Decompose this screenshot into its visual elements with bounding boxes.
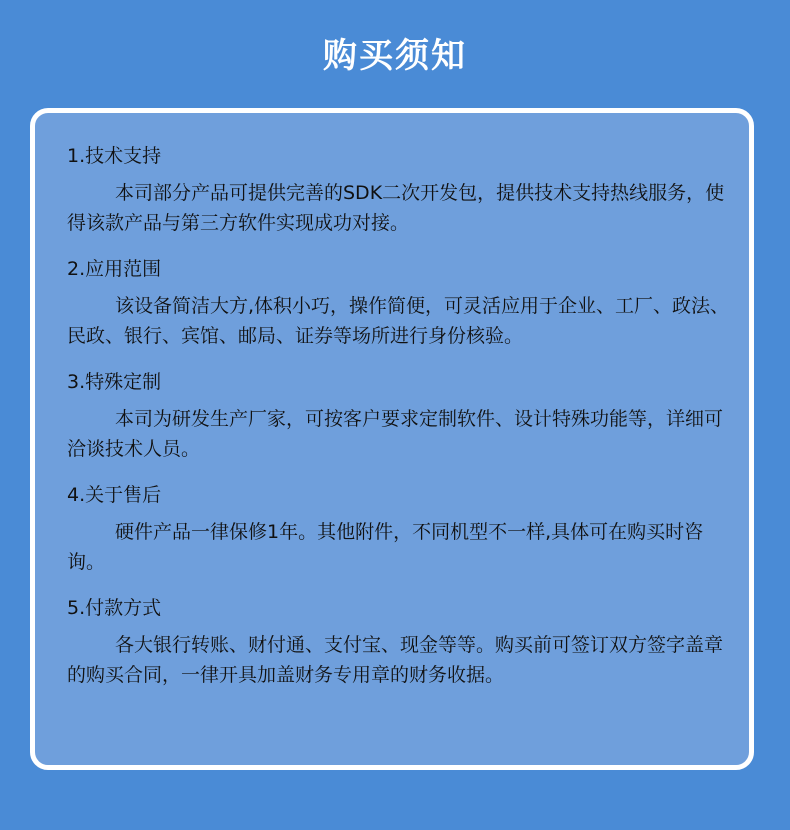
section-heading: 5.付款方式 [67, 597, 162, 619]
section-body: 硬件产品一律保修1年。其他附件，不同机型不一样,具体可在购买时咨询。 [67, 521, 704, 573]
section-custom-development [67, 369, 737, 464]
section-heading: 4.关于售后 [67, 484, 162, 506]
section-heading: 3.特殊定制 [67, 371, 162, 393]
section-technical-support [67, 143, 737, 238]
section-body: 该设备简洁大方,体积小巧，操作简便，可灵活应用于企业、工厂、政法、民政、银行、宾馆、邮局、证券等场所进行身份核验。 [67, 295, 730, 347]
section-body: 各大银行转账、财付通、支付宝、现金等等。购买前可签订双方签字盖章的购买合同，一律开具加盖财务专用章的财务收据。 [67, 634, 724, 686]
section-heading: 1.技术支持 [67, 145, 162, 167]
section-heading: 2.应用范围 [67, 258, 162, 280]
page-title: 购买须知 [323, 36, 467, 76]
notice-panel [30, 108, 754, 770]
section-body: 本司部分产品可提供完善的SDK二次开发包，提供技术支持热线服务，使得该款产品与第三方软件实现成功对接。 [67, 182, 725, 234]
section-after-sales [67, 482, 737, 577]
section-application-scope [67, 256, 737, 351]
section-payment-methods [67, 595, 737, 690]
notice-content [67, 143, 737, 690]
section-body: 本司为研发生产厂家，可按客户要求定制软件、设计特殊功能等，详细可洽谈技术人员。 [67, 408, 724, 460]
